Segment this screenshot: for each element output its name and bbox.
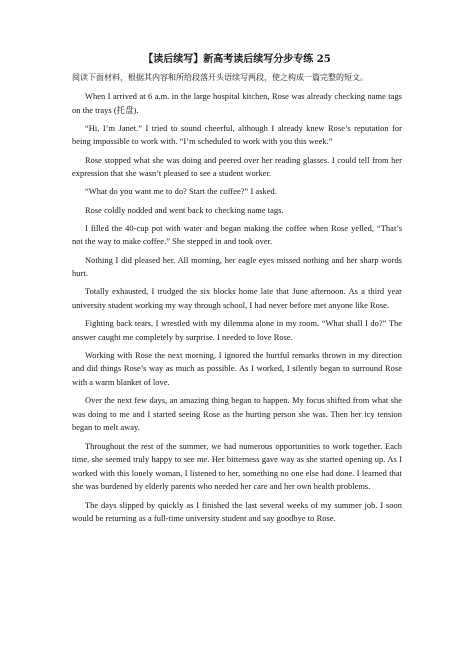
paragraph: Throughout the rest of the summer, we had numerous opportunities to work together. Each time, she seemed truly happy to see me. Her bitterness gave way as she started opening up. As I worked with this lonely woman, I listened to her, something no one else had done. I learned that she was burdened by elderly parents who needed her care and her own health problems. xyxy=(72,441,402,492)
paragraph: Rose coldly nodded and went back to checking name tags. xyxy=(85,205,284,215)
paragraph: Rose stopped what she was doing and peered over her reading glasses. I could tell from her expression that she wasn’t pleased to see a student worker. xyxy=(72,155,402,179)
paragraph: Nothing I did pleased her. All morning, her eagle eyes missed nothing and her sharp words hurt. xyxy=(72,255,402,279)
paragraph: “What do you want me to do? Start the coffee?” I asked. xyxy=(85,187,277,197)
paragraph: “Hi, I’m Janet.” I tried to sound cheerful, although I already knew Rose’s reputation for being impossible to work with. “I’m scheduled to work with you this week.” xyxy=(72,123,402,147)
paragraph: Fighting back tears, I wrestled with my dilemma alone in my room. “What shall I do?” The answer caught me completely by surprise. I needed to love Rose. xyxy=(72,319,402,342)
paragraph: Totally exhausted, I trudged the six blocks home late that June afternoon. As a third year university student working my way through school, I had never before met anyone like Rose. xyxy=(72,287,402,310)
document-title: 【读后续写】新高考读后续写分步专练 25 xyxy=(143,54,331,65)
paragraph: When I arrived at 6 a.m. in the large hospital kitchen, Rose was already checking name tags on the trays (托盘). xyxy=(72,92,402,115)
paragraph: I filled the 40-cup pot with water and began making the coffee when Rose yelled, “That’s not the way to make coffee.” She stepped in and took over. xyxy=(72,223,402,247)
paragraph: The days slipped by quickly as I finished the last several weeks of my summer job. I soon would be returning as a full-time university student and say goodbye to Rose. xyxy=(72,500,402,524)
instruction-text: 阅读下面材料，根据其内容和所给段落开头语续写两段，使之构成一篇完整的短文。 xyxy=(72,73,368,82)
paragraph: Over the next few days, an amazing thing began to happen. My focus shifted from what she was doing to me and I started seeing Rose as the hurting person she was. Then her icy tension began to melt away. xyxy=(72,396,402,433)
story-body xyxy=(72,90,402,526)
paragraph: Working with Rose the next morning, I ignored the hurtful remarks thrown in my direction and did things Rose’s way as much as possible. As I worked, I silently began to surround Rose with a warm blanket of love. xyxy=(72,350,402,388)
